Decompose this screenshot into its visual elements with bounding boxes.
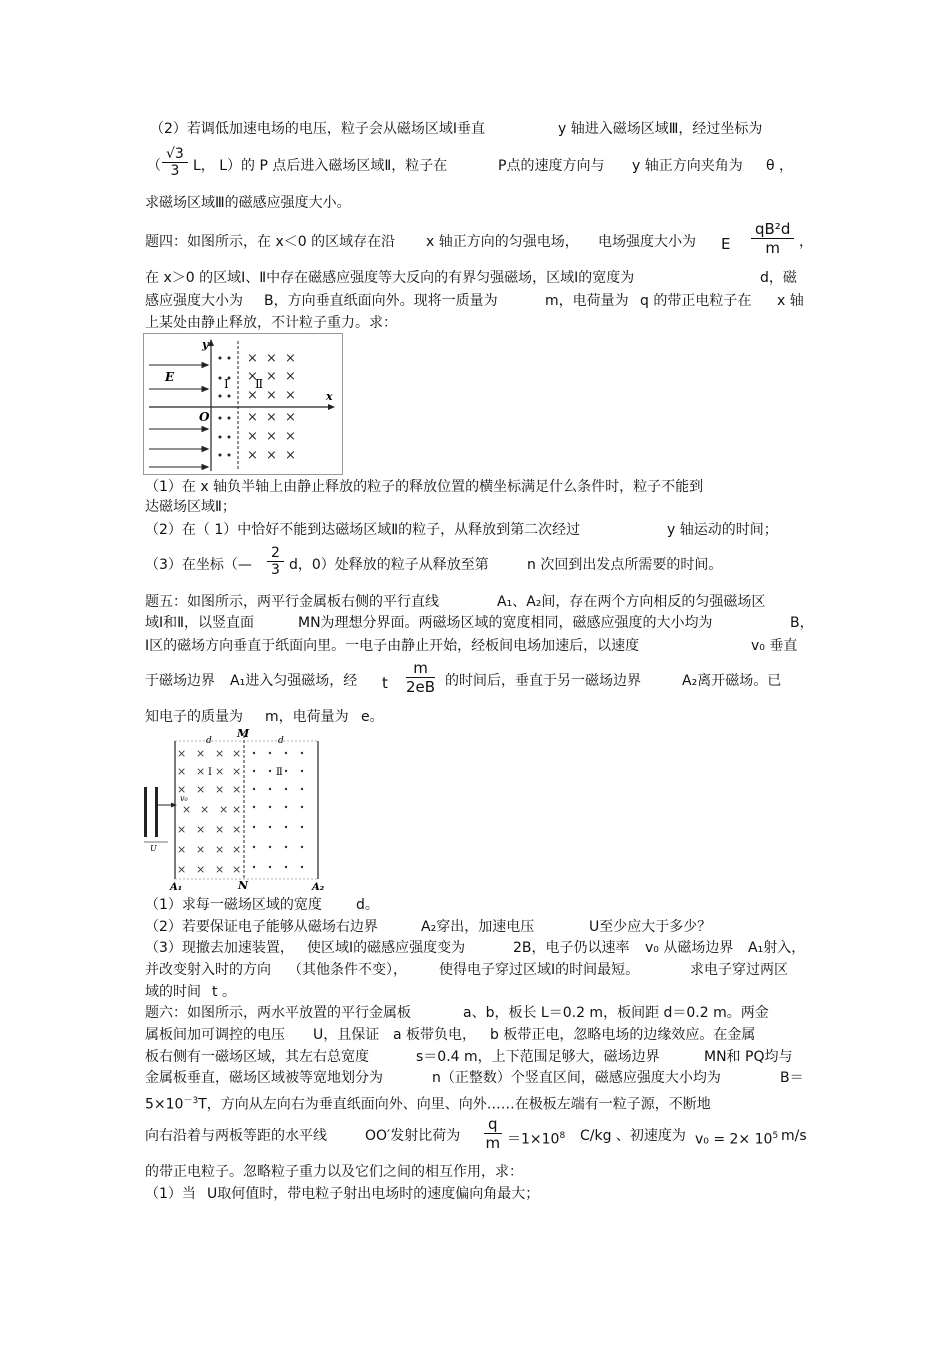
- text-line: [145, 1092, 711, 1114]
- svg-text:×: ×: [232, 823, 242, 836]
- text-line: MN和 PQ均与: [704, 1049, 793, 1065]
- text-line: q 的带正电粒子在: [640, 293, 752, 309]
- text-line: （2）在（ 1）中恰好不能到达磁场区域Ⅱ的粒子，从释放到第二次经过: [145, 522, 581, 538]
- text-span: ＝1×10: [507, 1131, 560, 1148]
- text-line: 上某处由静止释放，不计粒子重力。求：: [145, 315, 397, 331]
- text-line: （3）在坐标（—: [145, 557, 252, 573]
- text-line: θ ，: [766, 158, 794, 174]
- text-line: A₂离开磁场。已: [682, 673, 782, 689]
- fraction-numerator: √3: [162, 146, 188, 163]
- svg-text:×: ×: [266, 448, 277, 463]
- svg-text:×: ×: [196, 823, 206, 836]
- text-line: （其他条件不变），: [288, 962, 407, 978]
- text-line: U，且保证: [313, 1027, 380, 1043]
- fraction-denominator: m: [485, 1134, 501, 1152]
- text-line: 2B，电子仍以速率: [513, 940, 630, 956]
- text-line: t 。: [212, 984, 236, 1000]
- svg-text:×: ×: [285, 388, 296, 403]
- text-line: x 轴: [777, 293, 804, 309]
- svg-text:×: ×: [266, 388, 277, 403]
- field-label: E: [165, 370, 175, 384]
- svg-text:×: ×: [232, 783, 242, 796]
- text-line: 题五：如图所示，两平行金属板右侧的平行直线: [145, 594, 439, 610]
- svg-text:×: ×: [196, 765, 206, 778]
- svg-text:×: ×: [247, 388, 258, 403]
- svg-text:×: ×: [177, 863, 187, 876]
- text-line: 向右沿着与两板等距的水平线: [145, 1128, 327, 1144]
- svg-text:×: ×: [247, 429, 258, 444]
- text-line: 求电子穿过两区: [690, 962, 788, 978]
- text-line: y 轴运动的时间；: [667, 522, 778, 538]
- svg-text:×: ×: [200, 803, 210, 816]
- svg-text:×: ×: [215, 747, 225, 760]
- svg-text:×: ×: [266, 351, 277, 366]
- svg-text:×: ×: [285, 351, 296, 366]
- text-line: （2）若要保证电子能够从磁场右边界: [145, 919, 378, 935]
- n-label: N: [238, 879, 249, 892]
- text-line: P点的速度方向与: [498, 158, 605, 174]
- v0-label: v₀: [180, 794, 188, 803]
- svg-text:×: ×: [215, 783, 225, 796]
- text-line: （1）当: [145, 1186, 196, 1202]
- fraction-denominator: m: [765, 239, 780, 257]
- svg-text:×: ×: [177, 783, 187, 796]
- svg-text:×: ×: [247, 448, 258, 463]
- d-label-left: d: [206, 736, 212, 746]
- text-line: b 板带正电，忽略电场的边缘效应。在金属: [490, 1027, 756, 1043]
- text-line: [695, 1127, 778, 1149]
- fraction-numerator: m: [406, 659, 435, 678]
- fraction-denominator: 3: [271, 562, 280, 578]
- svg-text:×: ×: [232, 803, 242, 816]
- fraction: [267, 545, 284, 578]
- text-line: e。: [361, 709, 384, 725]
- text-line: B＝: [780, 1070, 804, 1086]
- text-line: d，磁: [760, 270, 797, 286]
- text-line: 使区域Ⅰ的磁感应强度变为: [307, 940, 466, 956]
- text-line: B，: [790, 615, 814, 631]
- text-line: U取何值时，带电粒子射出电场时的速度偏向角最大；: [207, 1186, 540, 1202]
- text-line: v₀ 垂直: [751, 638, 798, 654]
- region-ii-label: Ⅱ: [255, 377, 264, 391]
- text-line: U至少应大于多少？: [589, 919, 712, 935]
- superscript: 5: [772, 1131, 779, 1141]
- svg-text:×: ×: [266, 410, 277, 425]
- svg-text:×: ×: [177, 823, 187, 836]
- text-line: a、b，板长 L＝0.2 m，板间距 d＝0.2 m。两金: [463, 1005, 769, 1021]
- text-line: y 轴进入磁场区域Ⅲ，经过坐标为: [558, 121, 763, 137]
- svg-text:×: ×: [232, 843, 242, 856]
- text-line: x 轴正方向的匀强电场，: [426, 234, 579, 250]
- text-line: 域的时间: [145, 984, 201, 1000]
- text-line: ，: [799, 234, 813, 250]
- superscript: －3: [183, 1096, 199, 1106]
- text-line: A₂穿出，加速电压: [421, 919, 535, 935]
- fraction: [162, 146, 188, 179]
- a1-label: A₁: [170, 882, 183, 893]
- svg-text:×: ×: [285, 410, 296, 425]
- x-axis-label: x: [326, 390, 333, 403]
- svg-text:×: ×: [266, 369, 277, 384]
- text-line: C/kg 、初速度为: [580, 1128, 686, 1144]
- text-line: Ⅰ区的磁场方向垂直于纸面向里。一电子由静止开始，经板间电场加速后，以速度: [145, 638, 640, 654]
- text-line: （: [147, 158, 161, 174]
- fraction-denominator: 2eB: [406, 678, 436, 696]
- svg-text:×: ×: [247, 351, 258, 366]
- text-line: A₁进入匀强磁场，经: [230, 673, 358, 689]
- text-line: 域Ⅰ和Ⅱ，以竖直面: [145, 615, 255, 631]
- text-line: m，电荷量为: [545, 293, 629, 309]
- a2-label: A₂: [312, 882, 325, 893]
- fraction-numerator: q: [484, 1115, 502, 1134]
- svg-text:×: ×: [232, 765, 242, 778]
- svg-text:×: ×: [232, 747, 242, 760]
- text-line: s＝0.4 m，上下范围足够大，磁场边界: [416, 1049, 660, 1065]
- origin-label: O: [199, 410, 210, 424]
- text-line: 在 x＞0 的区域Ⅰ、Ⅱ中存在磁感应强度等大反向的有界匀强磁场，区域Ⅰ的宽度为: [145, 270, 635, 286]
- text-line: d。: [356, 897, 379, 913]
- svg-text:×: ×: [285, 448, 296, 463]
- svg-text:×: ×: [215, 843, 225, 856]
- svg-text:×: ×: [196, 747, 206, 760]
- text-line: 的时间后，垂直于另一磁场边界: [445, 673, 641, 689]
- svg-text:×: ×: [215, 765, 225, 778]
- svg-text:×: ×: [177, 765, 187, 778]
- q4-field-figure: [143, 333, 343, 475]
- m-label: M: [237, 727, 250, 740]
- svg-text:×: ×: [285, 369, 296, 384]
- svg-text:×: ×: [215, 863, 225, 876]
- svg-text:×: ×: [232, 863, 242, 876]
- svg-text:×: ×: [177, 747, 187, 760]
- svg-text:×: ×: [247, 410, 258, 425]
- svg-text:×: ×: [182, 803, 192, 816]
- d-label-right: d: [278, 736, 284, 746]
- svg-text:×: ×: [219, 803, 229, 816]
- text-line: （1）求每一磁场区域的宽度: [145, 897, 322, 913]
- text-line: L， L）的 P 点后进入磁场区域Ⅱ，粒子在: [193, 158, 448, 174]
- text-span: T，方向从左向右为垂直纸面向外、向里、向外……在极板左端有一粒子源，不断地: [198, 1096, 711, 1113]
- q5-field-figure: [140, 727, 325, 895]
- fraction-numerator: qB²d: [751, 220, 794, 239]
- text-line: m，电荷量为: [265, 709, 349, 725]
- text-line: 达磁场区域Ⅱ；: [145, 499, 236, 515]
- svg-text:×: ×: [247, 369, 258, 384]
- text-line: 板右侧有一磁场区域，其左右总宽度: [145, 1049, 369, 1065]
- superscript: 8: [559, 1131, 566, 1141]
- u-label: U: [150, 844, 157, 853]
- svg-text:×: ×: [285, 429, 296, 444]
- text-line: n 次回到出发点所需要的时间。: [527, 557, 723, 573]
- text-span: v₀ = 2× 10: [695, 1131, 773, 1148]
- text-span: 5×10: [145, 1096, 184, 1113]
- y-axis-label: y: [202, 338, 209, 351]
- text-line: 并改变射入时的方向: [145, 962, 271, 978]
- text-line: 金属板垂直，磁场区域被等宽地划分为: [145, 1070, 383, 1086]
- fraction-numerator: 2: [267, 545, 284, 562]
- text-line: 属板间加可调控的电压: [145, 1027, 285, 1043]
- text-line: y 轴正方向夹角为: [632, 158, 743, 174]
- svg-text:×: ×: [266, 429, 277, 444]
- text-line: 于磁场边界: [145, 673, 215, 689]
- text-line: t: [382, 674, 388, 692]
- svg-text:×: ×: [177, 843, 187, 856]
- text-line: OO′发射比荷为: [365, 1128, 461, 1144]
- text-line: d，0）处释放的粒子从释放至第: [289, 557, 489, 573]
- svg-text:×: ×: [196, 863, 206, 876]
- text-line: 电场强度大小为: [598, 234, 696, 250]
- text-line: （3）现撤去加速装置，: [145, 940, 294, 956]
- text-line: a 板带负电，: [393, 1027, 477, 1043]
- region-ii-label: Ⅱ: [276, 767, 283, 778]
- svg-text:×: ×: [196, 843, 206, 856]
- text-line: （1）在 x 轴负半轴上由静止释放的粒子的释放位置的横坐标满足什么条件时，粒子不能到: [145, 479, 704, 495]
- text-line: （2）若调低加速电场的电压，粒子会从磁场区域Ⅰ垂直: [150, 121, 486, 137]
- text-line: v₀ 从磁场边界: [645, 940, 734, 956]
- text-line: 题四：如图所示，在 x＜0 的区域存在沿: [145, 234, 396, 250]
- text-line: 使得电子穿过区域Ⅰ的时间最短。: [439, 962, 640, 978]
- text-line: B，方向垂直纸面向外。现将一质量为: [264, 293, 498, 309]
- text-line: [507, 1127, 565, 1149]
- fraction: [484, 1115, 502, 1152]
- region-i-label: Ⅰ: [208, 767, 212, 778]
- region-i-label: Ⅰ: [224, 377, 229, 391]
- svg-text:×: ×: [215, 823, 225, 836]
- text-line: A₁、A₂间，存在两个方向相反的匀强磁场区: [497, 594, 766, 610]
- text-line: 题六：如图所示，两水平放置的平行金属板: [145, 1005, 411, 1021]
- fraction-denominator: 3: [170, 163, 180, 179]
- text-line: 求磁场区域Ⅲ的磁感应强度大小。: [145, 195, 351, 211]
- text-line: m/s: [781, 1128, 807, 1144]
- text-line: 的带正电粒子。忽略粒子重力以及它们之间的相互作用，求：: [145, 1164, 523, 1180]
- svg-text:×: ×: [196, 783, 206, 796]
- text-line: 知电子的质量为: [145, 709, 243, 725]
- text-line: 感应强度大小为: [145, 293, 243, 309]
- fraction: [751, 220, 794, 257]
- fraction: [406, 659, 435, 696]
- text-line: A₁射入，: [748, 940, 806, 956]
- text-line: n（正整数）个竖直区间，磁感应强度大小均为: [432, 1070, 721, 1086]
- text-line: MN为理想分界面。两磁场区域的宽度相同，磁感应强度的大小均为: [298, 615, 713, 631]
- text-line: E: [721, 235, 731, 253]
